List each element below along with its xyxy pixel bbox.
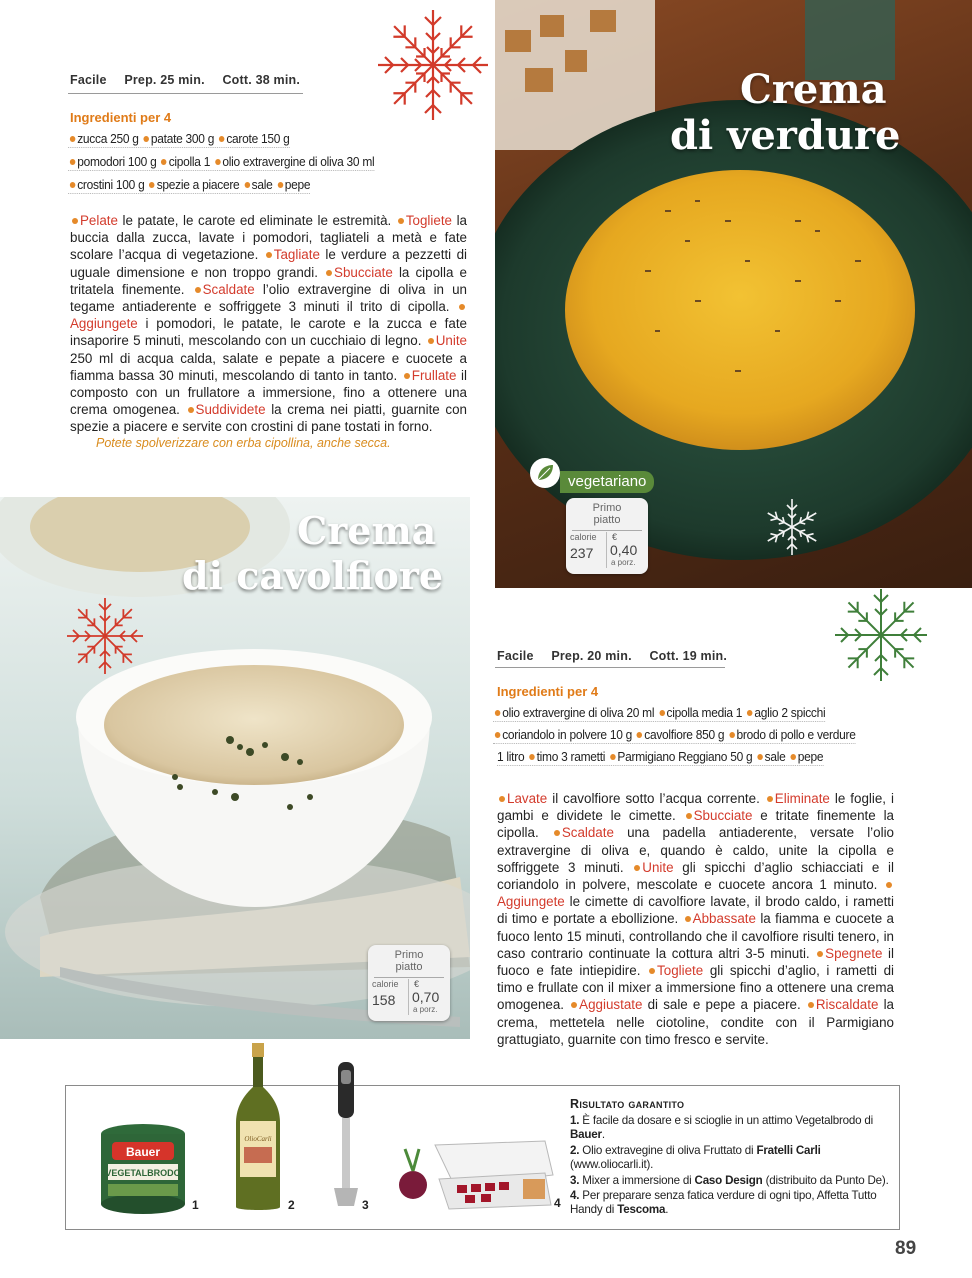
product-immersion-blender [330, 1060, 362, 1210]
guaranteed-title: Risultato garantito [570, 1097, 685, 1111]
cook-time: Cott. 19 min. [649, 649, 728, 663]
price-value: 0,70 [412, 989, 440, 1005]
snowflake-red-icon-top [368, 2, 498, 128]
photo-crema-verdure [495, 0, 972, 588]
guaranteed-item-3: 3. Mixer a immersione di Caso Design (distribuito da Punto De). [570, 1174, 889, 1187]
difficulty-label: Facile [497, 649, 534, 663]
divider [68, 93, 303, 94]
product-number-3: 3 [362, 1198, 369, 1212]
recipe1-nutrition-card [566, 498, 648, 574]
ingredient-line-1: zucca 250 g patate 300 g carote 150 g [68, 131, 290, 148]
ingredients-title: Ingredienti per 4 [497, 684, 599, 699]
recipe1-title-line2: di verdure [670, 112, 901, 159]
snowflake-green-icon [822, 585, 940, 685]
recipe2-title-line1: Crema [297, 508, 437, 553]
recipe2-title-line2: di cavolfiore [182, 553, 444, 598]
price-value: 0,40 [610, 542, 638, 558]
product-tescoma-slicer [395, 1135, 557, 1215]
difficulty-label: Facile [70, 73, 107, 87]
guaranteed-item-1: 1. È facile da dosare e si scioglie in un attimo Vegetalbrodo di Bauer. [570, 1114, 874, 1141]
currency-label: € [414, 979, 420, 989]
per-portion-label: a porz. [413, 1005, 438, 1014]
soup-bowl-illustration [495, 0, 972, 588]
ingredient-line-1: olio extravergine di oliva 20 ml cipolla media 1 aglio 2 spicchi [493, 705, 825, 722]
product-bauer-vegetalbrodo [98, 1122, 188, 1214]
bauer-brand-text: Bauer [125, 1145, 161, 1159]
product-olio-carli-bottle [232, 1043, 284, 1213]
course-label: Primo piatto [394, 949, 424, 973]
cook-time: Cott. 38 min. [222, 73, 301, 87]
recipe1-steps: Pelate le patate, le carote ed eliminate le estremità. Togliete la buccia dalla zucca, lavate i pomodori, tagliateli a metà e fate scolare l’acqua di vegetazione. Tagliate le verdure a pezzetti di uguale dimensione e non troppo grandi. Sbucciate la cipolla e tritatela finemente. Scaldate l’olio extravergine di oliva in un tegame antiaderente e soffriggete 3 minuti il trito di cipolla. Aggiungete i pomodori, le patate, le carote e la zucca e fate insaporire 5 minuti, mescolando con un cucchiaio di legno. Unite 250 ml di acqua calda, salate e pepate a piacere e cuocete a fiamma bassa 30 minuti, mescolando di tanto in tanto. Frullate il composto con un frullatore a immersione, fino a ottenere una crema omogenea. Suddividete la crema nei piatti, guarnite con spezie a piacere e servite con crostini di pane tostati in forno. [70, 213, 468, 435]
guaranteed-item-2: 2. Olio extravegine di oliva Fruttato di Fratelli Carli (www.oliocarli.it). [570, 1144, 821, 1171]
guaranteed-item-4: 4. Per preparare senza fatica verdure di ogni tipo, Affetta Tutto Handy di Tescoma. [570, 1189, 877, 1216]
recipe1-tip: Potete spolverizzare con erba cipollina, anche secca. [96, 436, 391, 450]
page-number: 89 [895, 1238, 917, 1259]
bauer-product-text: VEGETALBRODO [105, 1168, 181, 1178]
ingredient-line-2: coriandolo in polvere 10 g cavolfiore 850 g brodo di pollo e verdure [493, 727, 856, 744]
recipe2-nutrition-card [368, 945, 450, 1021]
ingredient-line-2: pomodori 100 g cipolla 1 olio extravergine di oliva 30 ml [68, 154, 374, 171]
ingredient-line-3: 1 litro timo 3 rametti Parmigiano Reggiano 50 g sale pepe [497, 749, 824, 764]
product-number-1: 1 [192, 1198, 199, 1212]
recipe2-steps: Lavate il cavolfiore sotto l’acqua corrente. Eliminate le foglie, i gambi e dividete le cimette. Sbucciate e tritate finemente la cipolla. Scaldate una padella antiaderente, versate l’olio extravergine di oliva e, quando è caldo, unite la cipolla e soffriggete 3 minuti. Unite gli spicchi d’aglio schiacciati e il coriandolo in polvere, mescolate e cuocete ancora 1 minuto. Aggiungete le cimette di cavolfiore lavate, il brodo caldo, i rametti di timo e portate a ebollizione. Abbassate la fiamma e cuocete a fuoco lento 15 minuti, controllando che il cavolfiore risulti tenero, in caso contrario continuate la cottura altri 3-5 minuti. Spegnete il fuoco e fate intiepidire. Togliete gli spicchi d’aglio, i rametti di timo e frullate con il mixer a immersione fino a ottenere una crema omogenea. Aggiustate di sale e pepe a piacere. Riscaldate la crema, mettetela nelle ciotoline, condite con il Parmigiano grattugiato, guarnite con timo fresco e servite. [497, 791, 895, 1047]
vegetarian-badge: vegetariano [560, 471, 654, 493]
oil-brand-text: OlioCarli [244, 1135, 272, 1143]
product-number-4: 4 [554, 1196, 561, 1210]
leaf-icon [530, 458, 560, 488]
calorie-label: calorie [570, 532, 597, 542]
per-portion-label: a porz. [611, 558, 636, 567]
course-label: Primo piatto [592, 502, 622, 526]
calorie-value: 158 [372, 992, 396, 1008]
prep-time: Prep. 25 min. [124, 73, 205, 87]
calorie-label: calorie [372, 979, 399, 989]
recipe1-title-line1: Crema [740, 66, 887, 113]
product-number-2: 2 [288, 1198, 295, 1212]
divider [495, 667, 725, 668]
currency-label: € [612, 532, 618, 542]
prep-time: Prep. 20 min. [551, 649, 632, 663]
calorie-value: 237 [570, 545, 594, 561]
snowflake-red-icon-small [55, 595, 155, 677]
snowflake-white-icon [760, 495, 824, 559]
recipe2-meta [497, 649, 741, 663]
ingredient-line-3: crostini 100 g spezie a piacere sale pepe [68, 177, 310, 194]
ingredients-title: Ingredienti per 4 [70, 110, 172, 125]
recipe1-meta [70, 73, 314, 87]
